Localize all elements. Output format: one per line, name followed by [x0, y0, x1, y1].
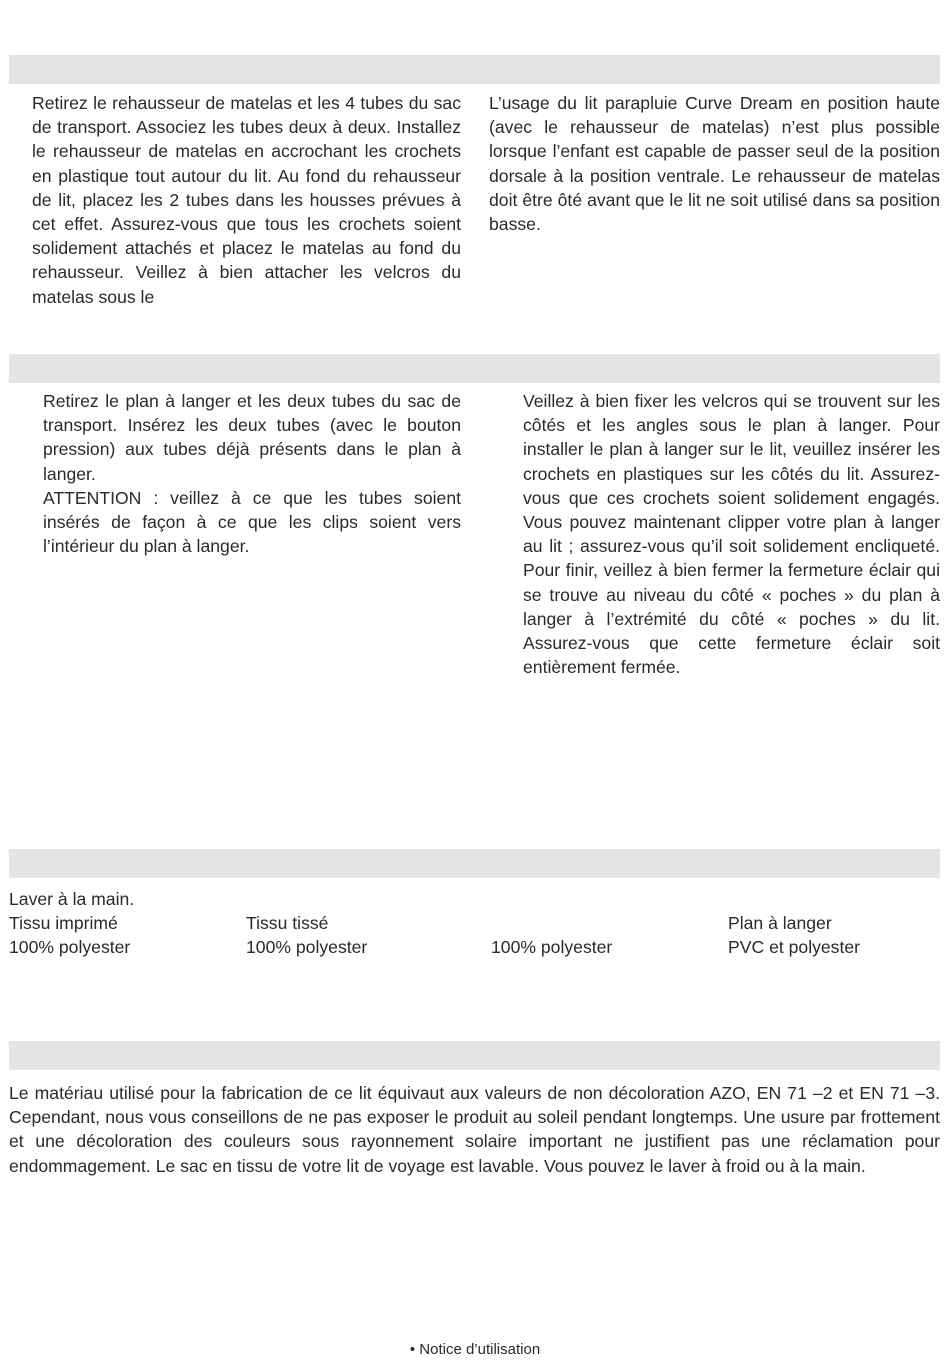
- material-label: Tissu imprimé: [9, 913, 118, 934]
- material-value: 100% polyester: [491, 937, 613, 958]
- footer-bullet: •: [409, 1341, 416, 1358]
- material-value: 100% polyester: [9, 937, 131, 958]
- section-header-bar-3: [9, 849, 940, 878]
- section1-right-text: L’usage du lit parapluie Curve Dream en position haute (avec le rehausseur de matelas) n’est plus possible lorsque l’enfant est capable de passer seul de la position dorsale à la position ventrale. Le rehausseur de matelas doit être ôté avant que le lit ne soit utilisé dans sa position basse.: [489, 93, 940, 235]
- section2-right-column: [523, 389, 940, 679]
- section1-right-column: [489, 91, 940, 236]
- section4-text: Le matériau utilisé pour la fabrication de ce lit équivaut aux valeurs de non décoloration AZO, EN 71 –2 et EN 71 –3. Cependant, nous vous conseillons de ne pas exposer le produit au soleil pendant longtemps. Une usure par frottement et une décoloration des couleurs sous rayonnement solaire important ne justifient pas une réclamation pour endommagement. Le sac en tissu de votre lit de voyage est lavable. Vous pouvez le laver à froid ou à la main.: [9, 1083, 940, 1176]
- material-value: 100% polyester: [246, 937, 368, 958]
- section-header-bar-4: [9, 1041, 940, 1070]
- material-label: Plan à langer: [728, 913, 832, 934]
- wash-row: [9, 887, 940, 911]
- material-label: Tissu tissé: [246, 913, 329, 934]
- care-materials-block: [9, 887, 940, 960]
- material-values-row: [9, 935, 940, 959]
- material-labels-row: [9, 911, 940, 935]
- wash-instruction: Laver à la main.: [9, 889, 135, 909]
- section-header-bar-2: [9, 354, 940, 383]
- footer-label: Notice d’utilisation: [419, 1341, 541, 1358]
- section2-left-column: [43, 389, 461, 558]
- material-value: PVC et polyester: [728, 937, 861, 958]
- section-header-bar-1: [9, 55, 940, 84]
- section2-left-text-2: ATTENTION : veillez à ce que les tubes soient insérés de façon à ce que les clips soient vers l’intérieur du plan à langer.: [43, 487, 461, 557]
- section2-right-text: Veillez à bien fixer les velcros qui se trouvent sur les côtés et les angles sous le plan à langer. Pour installer le plan à langer sur le lit, veuillez insérer les crochets en plastiques sur les côtés du lit. Assurez-vous que ces crochets soient solidement engagés. Vous pouvez maintenant clipper votre plan à langer au lit ; assurez-vous qu’il soit solidement encliqueté. Pour finir, veillez à bien fermer la fermeture éclair qui se trouve au niveau du côté « poches » du plan à langer à l’extrémité du côté « poches » du lit. Assurez-vous que cette fermeture éclair soit entièrement fermée.: [523, 391, 940, 678]
- section1-left-column: [32, 91, 461, 309]
- section4-column: [9, 1081, 940, 1178]
- page-footer: [0, 1340, 950, 1360]
- section1-left-text: Retirez le rehausseur de matelas et les 4 tubes du sac de transport. Associez les tubes deux à deux. Installez le rehausseur de matelas en accrochant les crochets en plastique tout autour du lit. Au fond du rehausseur de lit, placez les 2 tubes dans les housses prévues à cet effet. Assurez-vous que tous les crochets soient solidement attachés et placez le matelas au fond du rehausseur. Veillez à bien attacher les velcros du matelas sous le: [32, 93, 461, 307]
- section2-left-text-1: Retirez le plan à langer et les deux tubes du sac de transport. Insérez les deux tubes (avec le bouton pression) aux tubes déjà présents dans le plan à langer.: [43, 391, 461, 484]
